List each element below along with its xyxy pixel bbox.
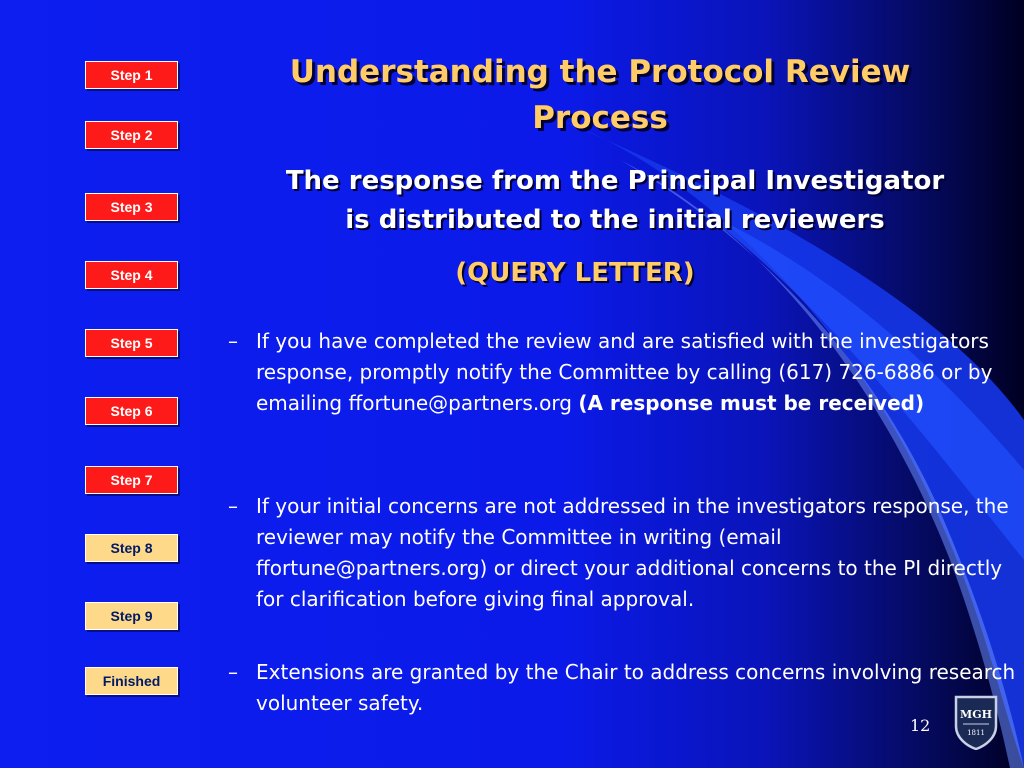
bullet-text-plain: If you have completed the review and are satisfied with the investigators response, promptly notify the Committee by calling (617) 726-6886 or by emailing ffortune@partners.org — [256, 329, 993, 415]
bullet-text: If your initial concerns are not addressed in the investigators response, the reviewer may notify the Committee in writing (email ffortune@partners.org) or direct your additional concerns to the PI directly for clarification before giving final approval. — [256, 494, 1009, 611]
subtitle-line-2: is distributed to the initial reviewers — [345, 205, 885, 235]
step-1-button[interactable]: Step 1 — [85, 61, 178, 89]
logo-year: 1811 — [967, 729, 985, 737]
step-6-button[interactable]: Step 6 — [85, 397, 178, 425]
step-8-button[interactable]: Step 8 — [85, 534, 178, 562]
slide-title-line-2: Process — [532, 100, 668, 136]
bullet-text-bold: (A response must be received) — [578, 391, 925, 415]
slide-title-line-1: Understanding the Protocol Review — [289, 54, 911, 90]
logo-text: MGH — [960, 708, 992, 721]
finished-button[interactable]: Finished — [85, 667, 178, 695]
bullet-text — [256, 326, 1016, 419]
query-letter-heading: (QUERY LETTER) — [455, 258, 695, 288]
bullet-item-3 — [228, 657, 1018, 723]
bullet-item-2 — [228, 491, 1018, 621]
step-7-button[interactable]: Step 7 — [85, 466, 178, 494]
bullet-text: Extensions are granted by the Chair to address concerns involving research volunteer safety. — [256, 660, 1016, 715]
step-5-button[interactable]: Step 5 — [85, 329, 178, 357]
bullet-dash: – — [228, 660, 238, 684]
bullet-dash: – — [228, 494, 238, 518]
bullet-item-1 — [228, 326, 1018, 456]
subtitle-line-1: The response from the Principal Investigator — [285, 166, 945, 196]
page-number: 12 — [910, 716, 931, 735]
step-9-button[interactable]: Step 9 — [85, 602, 178, 630]
mgh-shield-logo — [953, 694, 999, 750]
step-4-button[interactable]: Step 4 — [85, 261, 178, 289]
bullet-dash: – — [228, 329, 238, 353]
step-2-button[interactable]: Step 2 — [85, 121, 178, 149]
step-3-button[interactable]: Step 3 — [85, 193, 178, 221]
